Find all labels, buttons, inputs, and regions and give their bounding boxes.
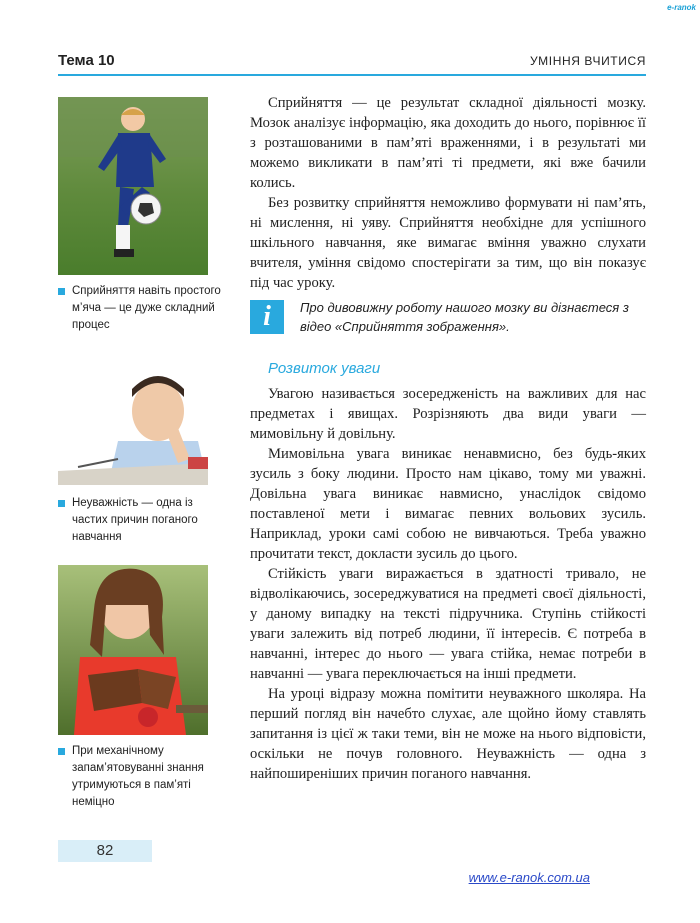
caption-bullet	[58, 288, 65, 295]
caption-bullet	[58, 500, 65, 507]
photo-boy-with-ball	[58, 97, 208, 275]
paragraph: На уроці відразу можна помітити неуважного школяра. На перший погляд він начебто слухає, але щойно йому ставлять запитання із цієї ж таки теми, він не може на нього відповісти, оскільки не почув головного. Неуважність — одна з найпоширеніших причин поганого навчання.	[250, 686, 646, 782]
topic-title: Тема 10	[58, 52, 115, 69]
page-number: 82	[58, 840, 152, 862]
page-header	[58, 52, 646, 76]
photo-girl-with-book	[58, 565, 208, 735]
paragraph: Увагою називається зосередженість на важливих для нас предметах і явищах. Розрізняють два види уваги — мимовільну й довільну.	[250, 386, 646, 442]
caption-text: При механічному запам’ятовуванні знання утримуються в пам’яті неміцно	[72, 745, 204, 808]
photo-bored-boy	[58, 363, 208, 485]
caption-memorization	[58, 743, 222, 811]
main-text-bottom	[250, 384, 646, 784]
publisher-logo: e-ranok	[667, 3, 696, 12]
info-icon: i	[250, 300, 284, 334]
subheading: Розвиток уваги	[268, 360, 381, 377]
section-title: УМІННЯ ВЧИТИСЯ	[529, 54, 646, 68]
caption-text: Сприйняття навіть простого м’яча — це дуже складний процес	[72, 285, 221, 331]
info-box	[250, 298, 646, 338]
caption-inattention	[58, 495, 222, 546]
info-text: Про дивовижну роботу нашого мозку ви дізнаєтеся з відео «Сприйняття зображення».	[300, 300, 629, 334]
paragraph: Стійкість уваги виражається в здатності тривало, не відволікаючись, зосереджуватися на предметі своєї діяльності, у даному випадку на тексті підручника. Ступінь стійкості уваги залежить від потреб людини, її інтересів. Є потреба в навчанні, інтерес до нього — увага стійка, немає потреби в навчанні — увага переключається на інші предмети.	[250, 566, 646, 682]
website-link[interactable]: www.e-ranok.com.ua	[468, 870, 590, 885]
caption-bullet	[58, 748, 65, 755]
paragraph: Мимовільна увага виникає ненавмисно, без будь-яких зусиль з боку людини. Просто нам цікаво, тому ми уважні. Довільна увага виникає навмисно, унаслідок свідомо поставленої мети і вимагає певних вольових зусиль. Наприклад, уроки самі собою не вивчаються. Треба уважно прочитати текст, докласти зусиль до цього.	[250, 446, 646, 562]
paragraph: Сприйняття — це результат складної діяльності мозку. Мозок аналізує інформацію, яка доходить до нього, порівнює її з розташованими в пам’яті враженнями, і в результаті ми можемо викликати в пам’яті ті предмети, які вже бачили колись.	[250, 95, 646, 191]
caption-ball	[58, 283, 222, 334]
caption-text: Неуважність — одна із частих причин поганого навчання	[72, 497, 198, 543]
main-text-top	[250, 93, 646, 293]
paragraph: Без розвитку сприйняття неможливо формувати ні пам’ять, ні мислення, ні уяву. Сприйняття необхідне для успішного шкільного навчання, яке вимагає вміння уважно слухати вчителя, уміння свідомо спостерігати за тим, що він показує під час уроку.	[250, 195, 646, 291]
